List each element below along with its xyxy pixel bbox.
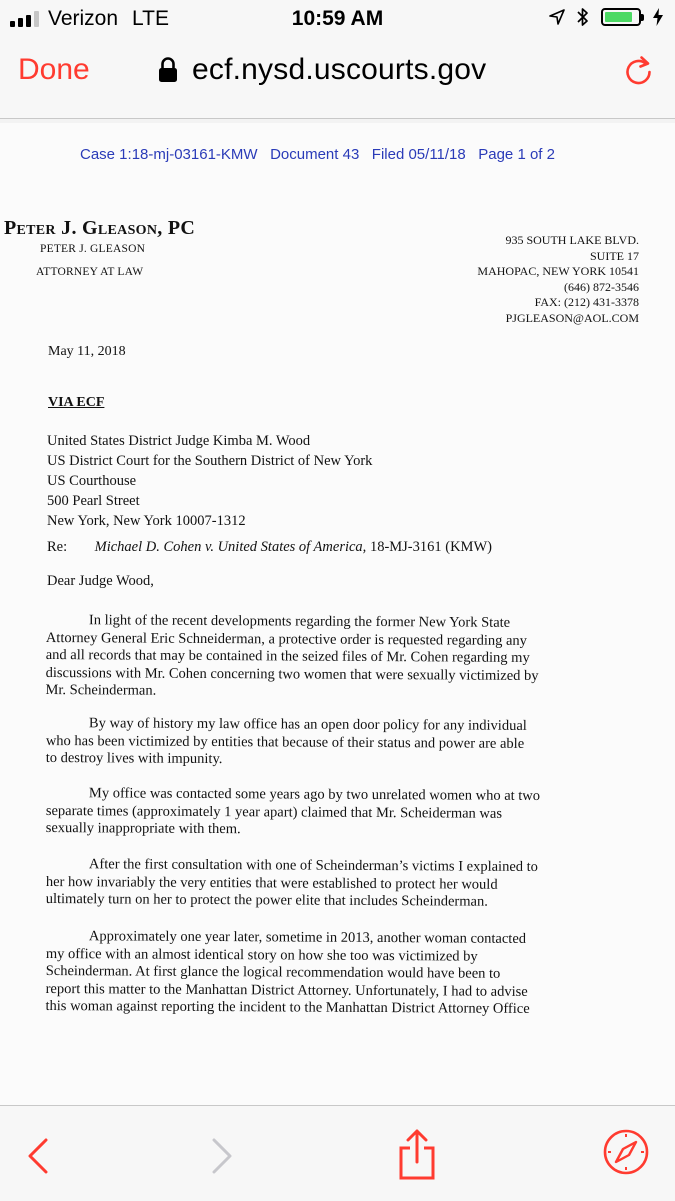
addressee-line: New York, New York 10007-1312	[47, 513, 246, 529]
via-ecf: VIA ECF	[48, 395, 105, 410]
network-type: LTE	[132, 7, 170, 30]
url-text: ecf.nysd.uscourts.gov	[192, 53, 487, 86]
letter-date: May 11, 2018	[48, 344, 126, 359]
body-paragraph	[46, 856, 586, 912]
carrier-name: Verizon	[48, 7, 119, 30]
address-bar[interactable]	[158, 53, 486, 87]
address-line: 935 SOUTH LAKE BLVD.	[505, 233, 639, 247]
address-line: SUITE 17	[590, 248, 639, 263]
pdf-viewer[interactable]	[0, 119, 675, 1105]
paragraph-line: Scheinderman. At first glance the logical recommendation would have been to	[45, 962, 501, 982]
addressee-line: US Courthouse	[47, 473, 137, 489]
body-paragraph	[45, 928, 586, 1019]
address-line: MAHOPAC, NEW YORK 10541	[477, 264, 639, 278]
bluetooth-icon	[577, 7, 589, 27]
paragraph-line: this woman against reporting the incident to the Manhattan District Attorney Office	[45, 997, 530, 1017]
firm-name: Peter J. Gleason, PC	[4, 217, 196, 239]
firm-address	[477, 233, 639, 326]
browser-toolbar	[0, 1105, 675, 1201]
paragraph-line: my office with an almost identical story on how she too was victimized by	[45, 945, 478, 965]
salutation: Dear Judge Wood,	[47, 573, 154, 589]
addressee-line: 500 Pearl Street	[47, 493, 140, 509]
charging-bolt-icon	[653, 8, 663, 26]
paragraph-line: discussions with Mr. Cohen concerning two women that were sexually victimized by	[45, 664, 539, 684]
paragraph-line: Approximately one year later, sometime in 2013, another woman contacted	[88, 928, 527, 947]
status-time: 10:59 AM	[291, 7, 384, 30]
attorney-name: PETER J. GLEASON	[40, 243, 146, 255]
ecf-header: Case 1:18-mj-03161-KMW Document 43 Filed 05/11/18 Page 1 of 2	[80, 146, 555, 163]
addressee-line: US District Court for the Southern District of New York	[47, 453, 373, 469]
paragraph-line: Mr. Scheinderman.	[45, 681, 157, 699]
addressee-block	[47, 431, 372, 531]
re-label: Re:	[47, 539, 68, 555]
battery-icon	[601, 8, 641, 26]
re-line	[47, 539, 492, 556]
paragraph-line: By way of history my law office has an open door policy for any individual	[88, 715, 527, 734]
status-bar	[0, 0, 675, 38]
back-chevron-icon[interactable]	[24, 1136, 52, 1176]
forward-chevron-icon[interactable]	[208, 1136, 236, 1176]
addressee-line: United States District Judge Kimba M. Wood	[47, 433, 311, 449]
paragraph-line: In light of the recent developments regarding the former New York State	[88, 612, 511, 631]
pdf-page	[0, 123, 675, 1105]
address-line: PJGLEASON@AOL.COM	[505, 310, 639, 325]
body-paragraph	[46, 785, 586, 841]
paragraph-line: report this matter to the Manhattan District Attorney. Unfortunately, I had to advise	[45, 980, 528, 1000]
reload-icon[interactable]	[623, 54, 655, 88]
re-case-number: 18-MJ-3161 (KMW)	[366, 539, 492, 555]
paragraph-line: After the first consultation with one of Scheinderman’s victims I explained to	[88, 856, 538, 876]
paragraph-line: ultimately turn on her to protect the power elite that includes Scheinderman.	[45, 890, 488, 910]
paragraph-line: her how invariably the very entities that were established to protect her would	[45, 873, 498, 893]
paragraph-line: Attorney General Eric Schneiderman, a protective order is requested regarding any	[45, 629, 528, 649]
address-line: FAX: (212) 431-3378	[534, 295, 639, 309]
paragraph-line: sexually inappropriate with them.	[45, 819, 241, 838]
paragraph-line: and all records that may be contained in the seized files of Mr. Cohen regarding my	[45, 646, 530, 666]
lock-icon	[158, 56, 178, 84]
paragraph-line: to destroy lives with impunity.	[45, 749, 223, 768]
paragraph-line: who has been victimized by entities that because of their status and power are able	[45, 732, 525, 752]
attorney-title: ATTORNEY AT LAW	[36, 266, 144, 278]
paragraph-line: separate times (approximately 1 year apart) claimed that Mr. Scheiderman was	[45, 802, 503, 822]
share-icon[interactable]	[396, 1128, 438, 1182]
body-paragraph	[46, 715, 586, 771]
browser-nav-bar	[0, 38, 675, 119]
paragraph-line: My office was contacted some years ago by two unrelated women who at two	[88, 785, 541, 805]
re-case-name: Michael D. Cohen v. United States of America,	[94, 539, 367, 555]
compass-safari-icon[interactable]	[602, 1128, 650, 1176]
body-paragraph	[45, 612, 586, 703]
location-arrow-icon	[549, 9, 565, 25]
address-line: (646) 872-3546	[564, 279, 639, 294]
done-button[interactable]: Done	[18, 53, 90, 86]
